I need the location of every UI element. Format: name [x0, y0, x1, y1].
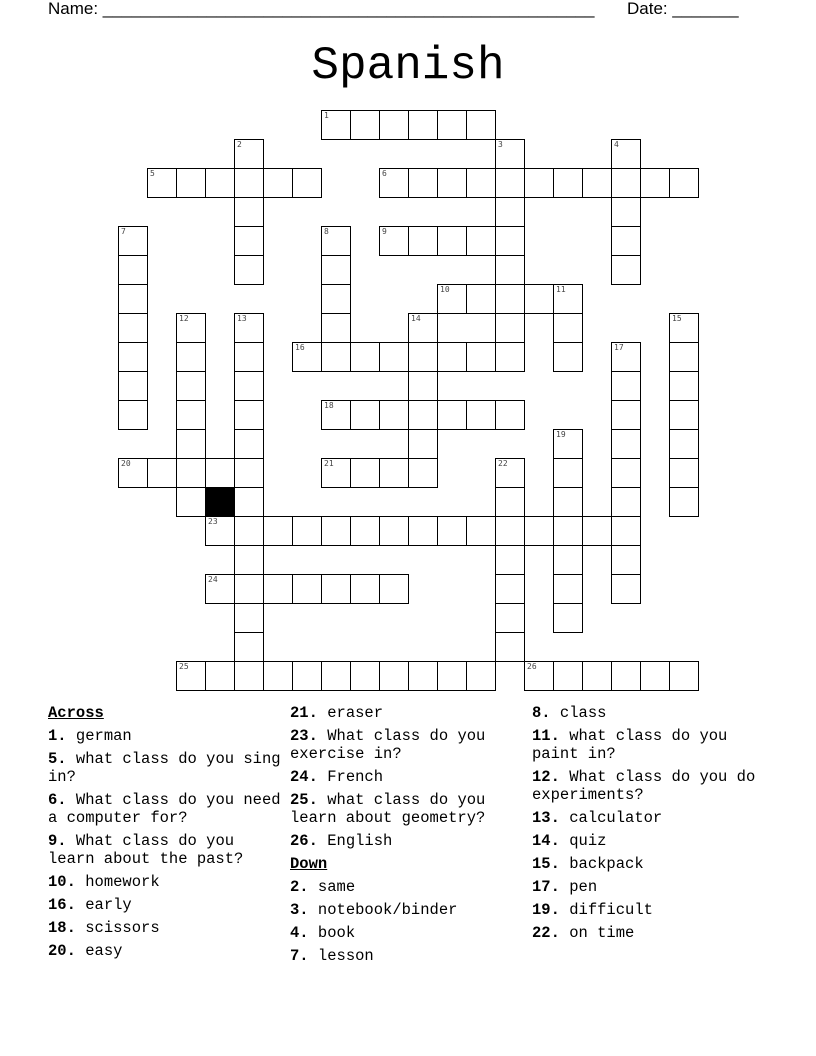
grid-cell[interactable] — [495, 313, 525, 343]
grid-cell[interactable] — [611, 197, 641, 227]
grid-cell[interactable] — [495, 255, 525, 285]
clue-item-number: 24. — [290, 768, 318, 786]
grid-cell[interactable] — [263, 574, 293, 604]
grid-cell[interactable] — [234, 545, 264, 575]
grid-cell[interactable] — [234, 661, 264, 691]
grid-cell[interactable] — [495, 574, 525, 604]
clue-item — [290, 704, 525, 722]
grid-cell[interactable] — [408, 371, 438, 401]
grid-cell[interactable] — [611, 516, 641, 546]
grid-cell[interactable] — [611, 458, 641, 488]
clue-item-number: 13. — [532, 809, 560, 827]
clue-item-text: What class do you do experiments? — [532, 768, 756, 804]
grid-cell[interactable] — [437, 284, 467, 314]
grid-cell[interactable] — [611, 661, 641, 691]
clue-item-number: 26. — [290, 832, 318, 850]
grid-cell[interactable] — [205, 458, 235, 488]
grid-cell[interactable] — [669, 342, 699, 372]
grid-cell[interactable] — [437, 168, 467, 198]
grid-cell[interactable] — [495, 400, 525, 430]
clue-item — [532, 832, 772, 850]
clue-item-text: class — [559, 704, 607, 722]
grid-cell[interactable] — [118, 458, 148, 488]
black-square — [205, 487, 235, 517]
clue-item-number: 15. — [532, 855, 560, 873]
grid-cell[interactable] — [118, 400, 148, 430]
grid-cell[interactable] — [176, 342, 206, 372]
clue-item — [290, 832, 525, 850]
grid-cell[interactable] — [466, 226, 496, 256]
clue-number: 15 — [672, 314, 682, 323]
clue-item — [290, 878, 525, 896]
grid-cell[interactable] — [437, 342, 467, 372]
grid-cell[interactable] — [437, 400, 467, 430]
grid-cell[interactable] — [408, 110, 438, 140]
across-heading: Across — [48, 704, 104, 722]
clue-item-number: 20. — [48, 942, 76, 960]
across-clue-list — [48, 727, 283, 960]
grid-cell[interactable] — [466, 661, 496, 691]
grid-cell[interactable] — [234, 516, 264, 546]
grid-cell[interactable] — [321, 110, 351, 140]
clue-item-text: what class do you paint in? — [532, 727, 728, 763]
grid-cell[interactable] — [408, 429, 438, 459]
grid-cell[interactable] — [350, 516, 380, 546]
grid-cell[interactable] — [321, 226, 351, 256]
grid-cell[interactable] — [437, 110, 467, 140]
grid-cell[interactable] — [611, 400, 641, 430]
clue-item-text: what class do you sing in? — [48, 750, 281, 786]
clue-item-text: what class do you learn about geometry? — [290, 791, 486, 827]
clue-number: 26 — [527, 662, 537, 671]
grid-cell[interactable] — [176, 429, 206, 459]
grid-cell[interactable] — [553, 661, 583, 691]
grid-cell[interactable] — [611, 139, 641, 169]
clue-number: 5 — [150, 169, 155, 178]
grid-cell[interactable] — [350, 342, 380, 372]
clue-number: 25 — [179, 662, 189, 671]
grid-cell[interactable] — [553, 516, 583, 546]
grid-cell[interactable] — [408, 168, 438, 198]
grid-cell[interactable] — [437, 661, 467, 691]
grid-cell[interactable] — [321, 458, 351, 488]
grid-cell[interactable] — [524, 168, 554, 198]
clue-item — [48, 919, 283, 937]
grid-cell[interactable] — [147, 168, 177, 198]
grid-cell[interactable] — [466, 400, 496, 430]
clue-number: 11 — [556, 285, 566, 294]
clue-item — [48, 942, 283, 960]
clue-item-text: What class do you need a computer for? — [48, 791, 281, 827]
grid-cell[interactable] — [292, 661, 322, 691]
grid-cell[interactable] — [466, 110, 496, 140]
clue-item — [290, 924, 525, 942]
clue-number: 19 — [556, 430, 566, 439]
grid-cell[interactable] — [495, 168, 525, 198]
clue-number: 2 — [237, 140, 242, 149]
clue-item-text: lesson — [317, 947, 374, 965]
grid-cell[interactable] — [379, 168, 409, 198]
grid-cell[interactable] — [292, 168, 322, 198]
clue-item — [290, 791, 525, 827]
grid-cell[interactable] — [669, 429, 699, 459]
grid-cell[interactable] — [379, 661, 409, 691]
clue-item-text: What class do you learn about the past? — [48, 832, 244, 868]
grid-cell[interactable] — [118, 226, 148, 256]
grid-cell[interactable] — [350, 110, 380, 140]
clue-item-number: 8. — [532, 704, 551, 722]
grid-cell[interactable] — [292, 574, 322, 604]
clue-item — [532, 855, 772, 873]
grid-cell[interactable] — [234, 400, 264, 430]
grid-cell[interactable] — [263, 516, 293, 546]
grid-cell[interactable] — [379, 516, 409, 546]
grid-cell[interactable] — [292, 342, 322, 372]
grid-cell[interactable] — [495, 487, 525, 517]
grid-cell[interactable] — [234, 313, 264, 343]
grid-cell[interactable] — [408, 661, 438, 691]
grid-cell[interactable] — [466, 342, 496, 372]
clue-item-number: 7. — [290, 947, 309, 965]
grid-cell[interactable] — [321, 400, 351, 430]
clue-item-text: notebook/binder — [317, 901, 458, 919]
grid-cell[interactable] — [234, 342, 264, 372]
clue-item — [290, 727, 525, 763]
grid-cell[interactable] — [408, 516, 438, 546]
clue-item — [532, 704, 772, 722]
clues-column-2 — [290, 704, 525, 970]
grid-cell[interactable] — [495, 284, 525, 314]
clue-item-number: 2. — [290, 878, 309, 896]
grid-cell[interactable] — [205, 661, 235, 691]
grid-cell[interactable] — [640, 168, 670, 198]
grid-cell[interactable] — [553, 574, 583, 604]
grid-cell[interactable] — [321, 574, 351, 604]
grid-cell[interactable] — [379, 110, 409, 140]
clue-number: 6 — [382, 169, 387, 178]
clue-item-text: easy — [85, 942, 123, 960]
clue-item-number: 5. — [48, 750, 67, 768]
grid-cell[interactable] — [379, 458, 409, 488]
grid-cell[interactable] — [669, 458, 699, 488]
grid-cell[interactable] — [553, 458, 583, 488]
clue-item — [532, 768, 772, 804]
clue-number: 20 — [121, 459, 131, 468]
grid-cell[interactable] — [176, 371, 206, 401]
clue-item-text: difficult — [569, 901, 653, 919]
grid-cell[interactable] — [408, 458, 438, 488]
grid-cell[interactable] — [437, 516, 467, 546]
grid-cell[interactable] — [321, 516, 351, 546]
grid-cell[interactable] — [205, 516, 235, 546]
grid-cell[interactable] — [582, 168, 612, 198]
grid-cell[interactable] — [292, 516, 322, 546]
grid-cell[interactable] — [408, 313, 438, 343]
grid-cell[interactable] — [234, 168, 264, 198]
grid-cell[interactable] — [350, 458, 380, 488]
grid-cell[interactable] — [408, 400, 438, 430]
clue-item-number: 3. — [290, 901, 309, 919]
grid-cell[interactable] — [234, 371, 264, 401]
grid-cell[interactable] — [553, 545, 583, 575]
clue-item-number: 1. — [48, 727, 67, 745]
clue-number: 3 — [498, 140, 503, 149]
clue-item — [48, 750, 283, 786]
grid-cell[interactable] — [495, 545, 525, 575]
grid-cell[interactable] — [495, 226, 525, 256]
clue-number: 13 — [237, 314, 247, 323]
clue-item-number: 25. — [290, 791, 318, 809]
clue-number: 22 — [498, 459, 508, 468]
clue-item — [532, 924, 772, 942]
clue-item-number: 23. — [290, 727, 318, 745]
clue-item-text: book — [317, 924, 356, 942]
clue-item — [48, 873, 283, 891]
clue-item-number: 4. — [290, 924, 309, 942]
grid-cell[interactable] — [611, 342, 641, 372]
grid-cell[interactable] — [379, 342, 409, 372]
grid-cell[interactable] — [321, 255, 351, 285]
grid-cell[interactable] — [495, 197, 525, 227]
puzzle-title: Spanish — [311, 40, 505, 92]
clue-item-text: homework — [85, 873, 160, 891]
clue-item-text: early — [85, 896, 132, 914]
clue-item-number: 21. — [290, 704, 318, 722]
grid-cell[interactable] — [553, 284, 583, 314]
clue-number: 21 — [324, 459, 334, 468]
grid-cell[interactable] — [118, 371, 148, 401]
clue-item — [48, 832, 283, 868]
grid-cell[interactable] — [321, 342, 351, 372]
clue-number: 14 — [411, 314, 421, 323]
grid-cell[interactable] — [466, 284, 496, 314]
clue-item-number: 22. — [532, 924, 560, 942]
clue-item-number: 19. — [532, 901, 560, 919]
grid-cell[interactable] — [234, 458, 264, 488]
clue-item — [532, 901, 772, 919]
grid-cell[interactable] — [669, 487, 699, 517]
grid-cell[interactable] — [263, 168, 293, 198]
date-field-label: Date: _______ — [627, 0, 739, 18]
clue-number: 23 — [208, 517, 218, 526]
clue-item-text: quiz — [569, 832, 607, 850]
grid-cell[interactable] — [495, 342, 525, 372]
down-clue-list — [290, 878, 525, 965]
clue-item-text: What class do you exercise in? — [290, 727, 486, 763]
grid-cell[interactable] — [669, 371, 699, 401]
grid-cell[interactable] — [640, 661, 670, 691]
clue-item — [48, 727, 283, 745]
grid-cell[interactable] — [176, 400, 206, 430]
clue-item-text: on time — [569, 924, 635, 942]
grid-cell[interactable] — [205, 168, 235, 198]
clue-item-text: scissors — [85, 919, 160, 937]
grid-cell[interactable] — [118, 313, 148, 343]
grid-cell[interactable] — [321, 661, 351, 691]
grid-cell[interactable] — [524, 661, 554, 691]
clue-item — [532, 809, 772, 827]
clue-item — [290, 901, 525, 919]
clue-number: 17 — [614, 343, 624, 352]
grid-cell[interactable] — [321, 284, 351, 314]
grid-cell[interactable] — [118, 284, 148, 314]
grid-cell[interactable] — [553, 342, 583, 372]
grid-cell[interactable] — [553, 313, 583, 343]
grid-cell[interactable] — [611, 371, 641, 401]
grid-cell[interactable] — [495, 603, 525, 633]
grid-cell[interactable] — [176, 313, 206, 343]
grid-cell[interactable] — [234, 574, 264, 604]
clue-item-text: English — [327, 832, 393, 850]
grid-cell[interactable] — [466, 168, 496, 198]
grid-cell[interactable] — [350, 400, 380, 430]
grid-cell[interactable] — [669, 400, 699, 430]
grid-cell[interactable] — [495, 632, 525, 662]
clue-item-text: backpack — [569, 855, 644, 873]
clue-item-number: 9. — [48, 832, 67, 850]
grid-cell[interactable] — [495, 458, 525, 488]
grid-cell[interactable] — [234, 197, 264, 227]
clue-item-text: calculator — [569, 809, 663, 827]
clue-item-text: pen — [569, 878, 598, 896]
grid-cell[interactable] — [437, 226, 467, 256]
grid-cell[interactable] — [234, 255, 264, 285]
grid-cell[interactable] — [234, 487, 264, 517]
clue-number: 8 — [324, 227, 329, 236]
clue-item-number: 10. — [48, 873, 76, 891]
grid-cell[interactable] — [350, 574, 380, 604]
grid-cell[interactable] — [611, 574, 641, 604]
grid-cell[interactable] — [350, 661, 380, 691]
grid-cell[interactable] — [408, 342, 438, 372]
clue-number: 7 — [121, 227, 126, 236]
across-clue-list-continued — [290, 704, 525, 850]
grid-cell[interactable] — [495, 516, 525, 546]
down-clue-list-continued — [532, 704, 772, 942]
grid-cell[interactable] — [176, 458, 206, 488]
clue-item-number: 16. — [48, 896, 76, 914]
grid-cell[interactable] — [321, 313, 351, 343]
clue-item — [290, 947, 525, 965]
clue-number: 9 — [382, 227, 387, 236]
clue-item — [48, 896, 283, 914]
grid-cell[interactable] — [611, 255, 641, 285]
grid-cell[interactable] — [234, 429, 264, 459]
clue-item-text: german — [75, 727, 132, 745]
grid-cell[interactable] — [176, 168, 206, 198]
grid-cell[interactable] — [669, 661, 699, 691]
grid-cell[interactable] — [669, 313, 699, 343]
clue-item — [532, 878, 772, 896]
clue-item-number: 14. — [532, 832, 560, 850]
grid-cell[interactable] — [553, 429, 583, 459]
grid-cell[interactable] — [495, 139, 525, 169]
grid-cell[interactable] — [611, 226, 641, 256]
clue-item-text: eraser — [327, 704, 384, 722]
grid-cell[interactable] — [118, 342, 148, 372]
down-heading: Down — [290, 855, 328, 873]
clue-number: 10 — [440, 285, 450, 294]
clues-column-3 — [532, 704, 772, 947]
clue-item-number: 12. — [532, 768, 560, 786]
clue-number: 4 — [614, 140, 619, 149]
clue-item — [532, 727, 772, 763]
grid-cell[interactable] — [147, 458, 177, 488]
grid-cell[interactable] — [582, 516, 612, 546]
grid-cell[interactable] — [205, 574, 235, 604]
clue-item-text: same — [317, 878, 356, 896]
grid-cell[interactable] — [553, 168, 583, 198]
clue-number: 18 — [324, 401, 334, 410]
grid-cell[interactable] — [611, 545, 641, 575]
grid-cell[interactable] — [611, 487, 641, 517]
grid-cell[interactable] — [582, 661, 612, 691]
grid-cell[interactable] — [263, 661, 293, 691]
grid-cell[interactable] — [176, 487, 206, 517]
grid-cell[interactable] — [118, 255, 148, 285]
clue-number: 12 — [179, 314, 189, 323]
clue-item — [48, 791, 283, 827]
grid-cell[interactable] — [466, 516, 496, 546]
grid-cell[interactable] — [234, 139, 264, 169]
clue-item-number: 18. — [48, 919, 76, 937]
grid-cell[interactable] — [611, 429, 641, 459]
grid-cell[interactable] — [234, 632, 264, 662]
grid-cell[interactable] — [234, 603, 264, 633]
grid-cell[interactable] — [408, 226, 438, 256]
grid-cell[interactable] — [176, 661, 206, 691]
grid-cell[interactable] — [553, 487, 583, 517]
clue-item-number: 6. — [48, 791, 67, 809]
clue-number: 1 — [324, 111, 329, 120]
clues-column-1 — [48, 704, 283, 965]
grid-cell[interactable] — [379, 574, 409, 604]
grid-cell[interactable] — [379, 226, 409, 256]
name-field-label: Name: ____________________________________________________ — [48, 0, 595, 18]
clue-item-text: French — [327, 768, 384, 786]
grid-cell[interactable] — [669, 168, 699, 198]
clue-item — [290, 768, 525, 786]
grid-cell[interactable] — [553, 603, 583, 633]
grid-cell[interactable] — [524, 516, 554, 546]
grid-cell[interactable] — [379, 400, 409, 430]
grid-cell[interactable] — [524, 284, 554, 314]
clue-item-number: 11. — [532, 727, 560, 745]
clue-number: 24 — [208, 575, 218, 584]
clue-item-number: 17. — [532, 878, 560, 896]
clue-number: 16 — [295, 343, 305, 352]
grid-cell[interactable] — [234, 226, 264, 256]
grid-cell[interactable] — [611, 168, 641, 198]
